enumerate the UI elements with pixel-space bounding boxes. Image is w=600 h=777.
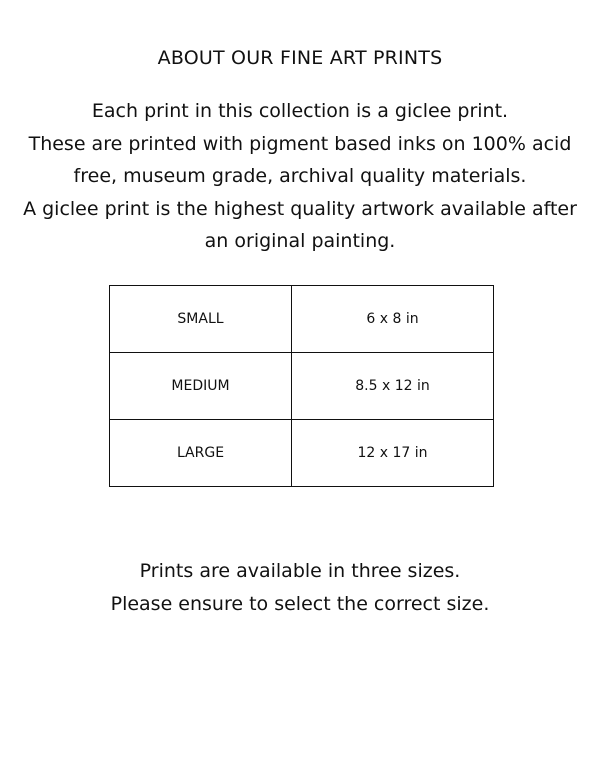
footer-note — [0, 555, 600, 620]
intro-line: Each print in this collection is a giclee print. — [91, 100, 509, 122]
intro-paragraph — [0, 95, 600, 258]
size-name-cell: LARGE — [110, 420, 292, 487]
intro-line: an original painting. — [204, 230, 396, 252]
size-dimensions-cell: 6 x 8 in — [292, 286, 494, 353]
size-name-cell: MEDIUM — [110, 353, 292, 420]
table-row — [110, 286, 494, 353]
intro-line: free, museum grade, archival quality materials. — [73, 165, 527, 187]
intro-line: A giclee print is the highest quality artwork available after — [23, 197, 577, 220]
table-row — [110, 353, 494, 420]
size-name-cell: SMALL — [110, 286, 292, 353]
footer-line: Prints are available in three sizes. — [139, 560, 461, 582]
table-row — [110, 420, 494, 487]
intro-line: These are printed with pigment based inks on 100% acid — [28, 132, 572, 155]
page-title: ABOUT OUR FINE ART PRINTS — [157, 46, 443, 69]
size-dimensions-cell: 8.5 x 12 in — [292, 353, 494, 420]
footer-line: Please ensure to select the correct size. — [110, 592, 490, 615]
size-table — [109, 285, 494, 487]
size-dimensions-cell: 12 x 17 in — [292, 420, 494, 487]
